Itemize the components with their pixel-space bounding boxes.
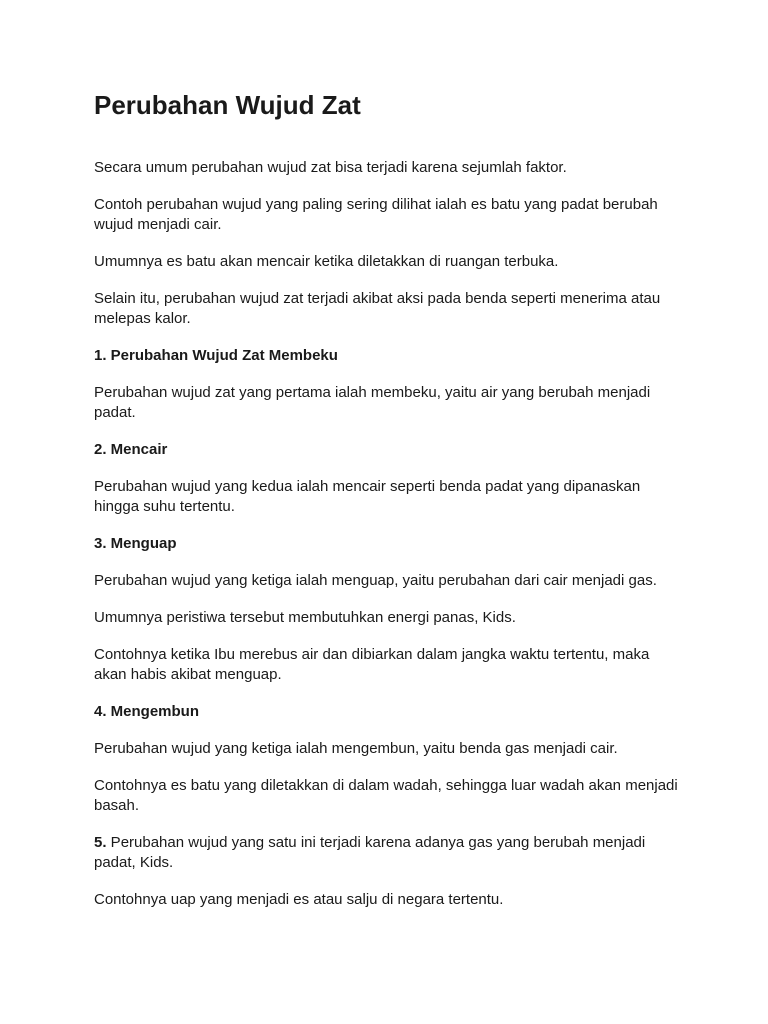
heading-membeku: 1. Perubahan Wujud Zat Membeku — [94, 347, 338, 364]
paragraph-mengembun: Perubahan wujud yang ketiga ialah mengembun, yaitu benda gas menjadi cair. — [94, 740, 618, 757]
paragraph-ice-melt: Umumnya es batu akan mencair ketika diletakkan di ruangan terbuka. — [94, 253, 559, 270]
paragraph-item-5 — [94, 833, 684, 873]
paragraph-example: Contoh perubahan wujud yang paling sering dilihat ialah es batu yang padat berubah wujud menjadi cair. — [94, 196, 658, 233]
page-title: Perubahan Wujud Zat — [94, 90, 361, 120]
paragraph-membeku: Perubahan wujud zat yang pertama ialah membeku, yaitu air yang berubah menjadi padat. — [94, 384, 651, 421]
heading-mengembun: 4. Mengembun — [94, 703, 200, 720]
heading-mencair: 2. Mencair — [94, 441, 168, 458]
paragraph-heat: Selain itu, perubahan wujud zat terjadi akibat aksi pada benda seperti menerima atau melepas kalor. — [94, 290, 661, 327]
item-5-text: Perubahan wujud yang satu ini terjadi karena adanya gas yang berubah menjadi padat, Kids. — [94, 834, 646, 871]
paragraph-menguap: Perubahan wujud yang ketiga ialah menguap, yaitu perubahan dari cair menjadi gas. — [94, 572, 657, 589]
paragraph-intro: Secara umum perubahan wujud zat bisa terjadi karena sejumlah faktor. — [94, 159, 567, 176]
document-page — [94, 88, 684, 927]
heading-menguap: 3. Menguap — [94, 535, 177, 552]
paragraph-snow-example: Contohnya uap yang menjadi es atau salju di negara tertentu. — [94, 891, 504, 908]
paragraph-boil-example: Contohnya ketika Ibu merebus air dan dibiarkan dalam jangka waktu tertentu, maka akan habis akibat menguap. — [94, 646, 650, 683]
paragraph-mencair: Perubahan wujud yang kedua ialah mencair seperti benda padat yang dipanaskan hingga suhu tertentu. — [94, 478, 641, 515]
paragraph-energy: Umumnya peristiwa tersebut membutuhkan energi panas, Kids. — [94, 609, 516, 626]
item-5-number: 5. — [94, 834, 107, 851]
paragraph-container-example: Contohnya es batu yang diletakkan di dalam wadah, sehingga luar wadah akan menjadi basah. — [94, 777, 678, 814]
